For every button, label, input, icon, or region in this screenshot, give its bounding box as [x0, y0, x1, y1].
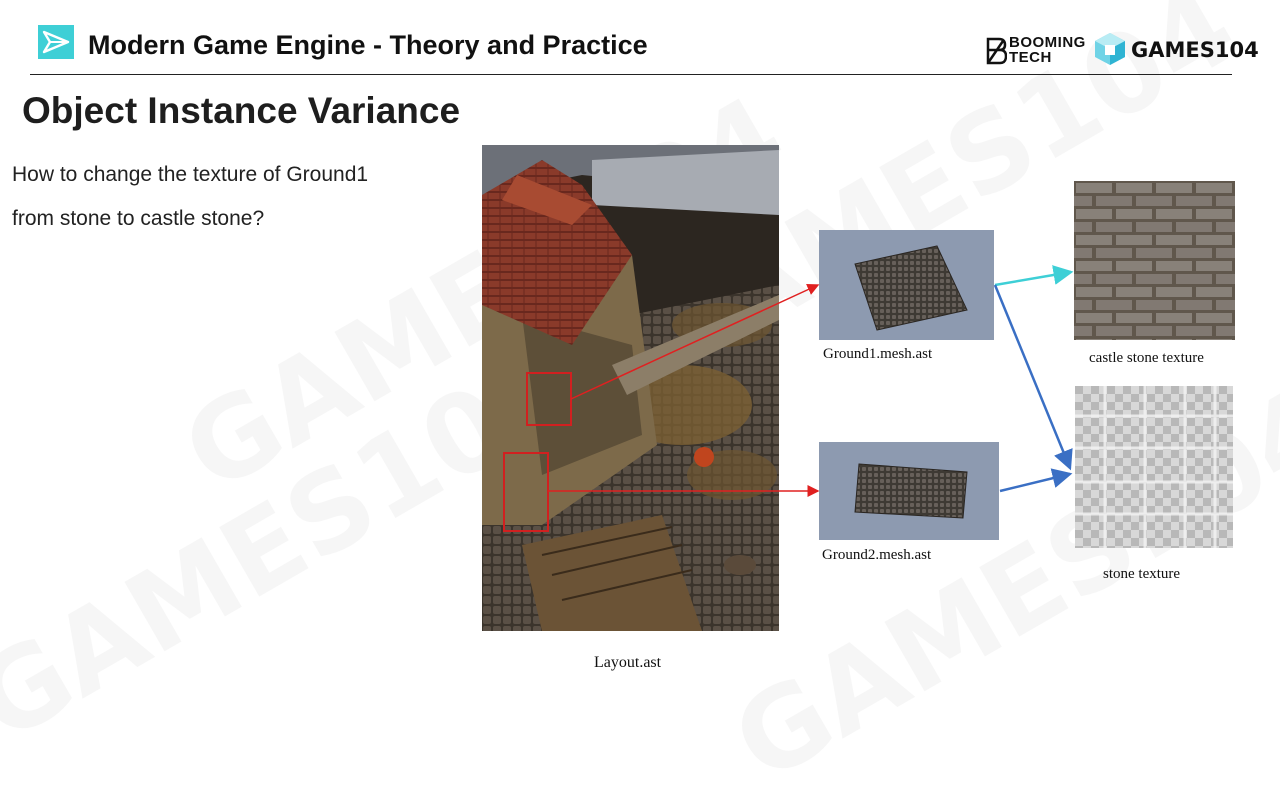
stone-texture-caption: stone texture	[1103, 566, 1181, 582]
header-title: Modern Game Engine - Theory and Practice	[88, 30, 648, 60]
layout-caption: Layout.ast	[594, 654, 662, 671]
arrow-layout-to-ground1	[571, 285, 818, 399]
arrow-ground1-to-castle-stone	[995, 272, 1071, 285]
slide-title: Object Instance Variance	[22, 90, 461, 131]
castle-stone-texture-caption: castle stone texture	[1089, 350, 1204, 366]
arrow-ground1-to-stone	[995, 285, 1070, 468]
ground2-mesh-caption: Ground2.mesh.ast	[822, 547, 932, 563]
booming-label: BOOMING	[1009, 34, 1086, 51]
tech-label: TECH	[1009, 49, 1052, 66]
arrow-ground2-to-stone	[1000, 474, 1070, 491]
games104-label: GAMES104	[1131, 38, 1259, 62]
question-line-2: from stone to castle stone?	[12, 207, 265, 230]
ground1-mesh-caption: Ground1.mesh.ast	[823, 346, 933, 362]
question-line-1: How to change the texture of Ground1	[12, 163, 369, 186]
